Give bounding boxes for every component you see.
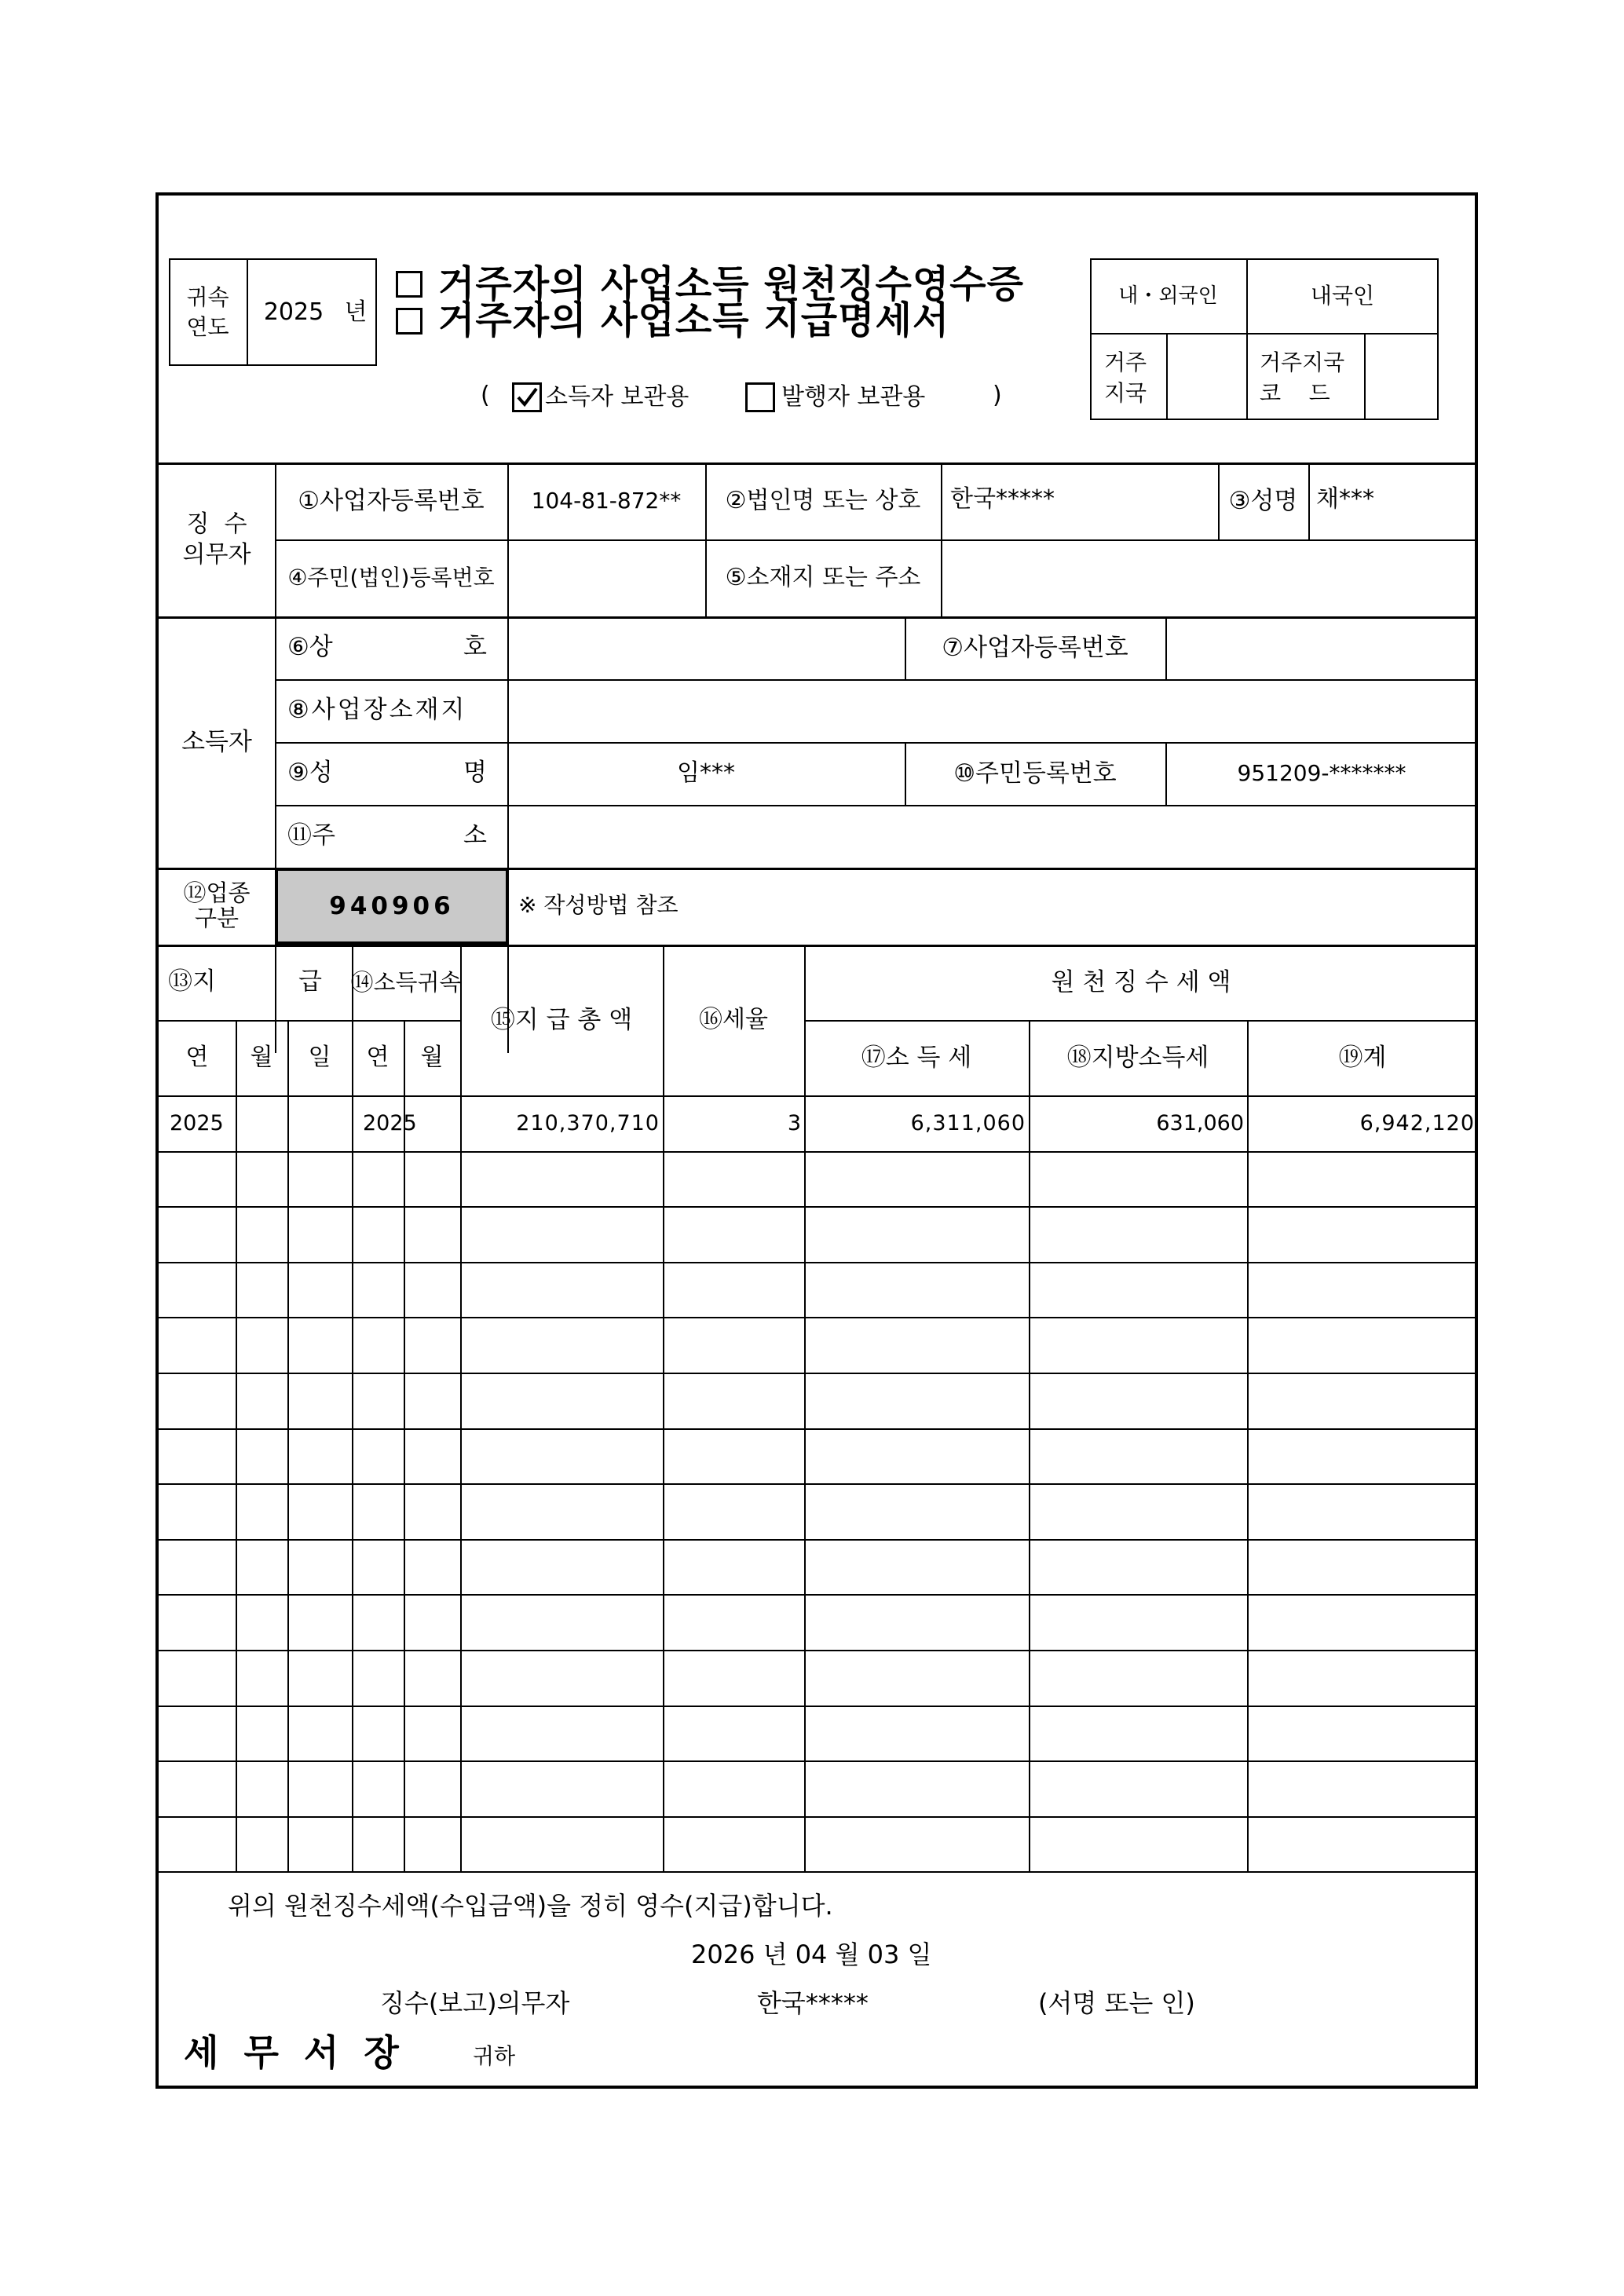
cell-pay-month bbox=[236, 1262, 287, 1318]
cell-rate bbox=[663, 1317, 804, 1373]
cell-total-paid bbox=[460, 1483, 663, 1539]
cell-rate bbox=[663, 1650, 804, 1706]
cell-inc-month bbox=[404, 1262, 460, 1318]
cell-income-tax bbox=[804, 1206, 1029, 1262]
cell-total-paid bbox=[460, 1317, 663, 1373]
cell-rate bbox=[663, 1539, 804, 1595]
cell-local-tax bbox=[1029, 1594, 1247, 1650]
cell-pay-year bbox=[159, 1650, 236, 1706]
footer-tax-office: 세 무 서 장 bbox=[184, 2031, 399, 2074]
earner-section-label: 소득자 bbox=[181, 727, 252, 756]
cell-pay-year bbox=[159, 1483, 236, 1539]
cell-inc-year bbox=[352, 1317, 404, 1373]
income-month-header: 월 bbox=[420, 1044, 444, 1071]
earner-name-label: ⑨성 bbox=[287, 759, 333, 787]
residence-country-value bbox=[1166, 333, 1246, 420]
business-type-note: ※ 작성방법 참조 bbox=[518, 892, 678, 918]
cell-inc-year bbox=[352, 1151, 404, 1207]
cell-pay-month bbox=[236, 1594, 287, 1650]
cell-pay-day bbox=[287, 1262, 352, 1318]
withholder-address-label: ⑤소재지 또는 주소 bbox=[725, 564, 921, 591]
cell-inc-month bbox=[404, 1539, 460, 1595]
cell-pay-month bbox=[236, 1706, 287, 1761]
cell-pay-year bbox=[159, 1760, 236, 1816]
local-tax-header: ⑱지방소득세 bbox=[1066, 1043, 1209, 1072]
footer-withholder-label: 징수(보고)의무자 bbox=[380, 1988, 570, 2018]
cell-total bbox=[1247, 1151, 1478, 1207]
cell-inc-month bbox=[404, 1428, 460, 1484]
cell-pay-month bbox=[236, 1373, 287, 1428]
cell-inc-month bbox=[404, 1483, 460, 1539]
earner-name-label-end: 명 bbox=[463, 759, 487, 787]
cell-income-tax bbox=[804, 1373, 1029, 1428]
earner-workplace-label: ⑧사업장소재지 bbox=[287, 696, 467, 724]
attribution-year-label: 귀속 연도 bbox=[186, 283, 229, 340]
total-paid-header: ⑮지 급 총 액 bbox=[490, 1005, 633, 1034]
nationality-value: 내국인 bbox=[1310, 282, 1375, 309]
cell-pay-day bbox=[287, 1317, 352, 1373]
cell-income-tax bbox=[804, 1650, 1029, 1706]
cell-total bbox=[1247, 1373, 1478, 1428]
cell-inc-month bbox=[404, 1650, 460, 1706]
cell-total-paid bbox=[460, 1760, 663, 1816]
cell-income-tax bbox=[804, 1317, 1029, 1373]
cell-pay-month bbox=[236, 1816, 287, 1872]
cell-pay-day bbox=[287, 1151, 352, 1207]
cell-pay-year bbox=[159, 1151, 236, 1207]
cell-local-tax bbox=[1029, 1706, 1247, 1761]
cell-rate bbox=[663, 1373, 804, 1428]
cell-income-tax bbox=[804, 1428, 1029, 1484]
cell-pay-day bbox=[287, 1760, 352, 1816]
cell-pay-month bbox=[236, 1095, 287, 1151]
cell-total-paid bbox=[460, 1706, 663, 1761]
copy-issuer-label: 발행자 보관용 bbox=[781, 383, 926, 411]
withholder-section-label: 징 수 의무자 bbox=[182, 510, 251, 569]
withholding-receipt-form bbox=[155, 192, 1478, 2089]
cell-total bbox=[1247, 1317, 1478, 1373]
footer-date: 2026 년 04 월 03 일 bbox=[691, 1940, 932, 1969]
withholder-biz-reg-no-label: ①사업자등록번호 bbox=[298, 486, 485, 515]
earner-address-label-end: 소 bbox=[463, 821, 487, 850]
cell-total-paid bbox=[460, 1650, 663, 1706]
cell-pay-day bbox=[287, 1206, 352, 1262]
residence-code-label: 거주지국 코 드 bbox=[1260, 349, 1345, 407]
cell-inc-month bbox=[404, 1151, 460, 1207]
pay-month-header: 월 bbox=[250, 1044, 273, 1071]
earner-resident-no-value: 951209-******* bbox=[1237, 760, 1406, 786]
cell-pay-month bbox=[236, 1151, 287, 1207]
earner-trade-name-label: ⑥상 bbox=[287, 633, 333, 661]
cell-rate bbox=[663, 1262, 804, 1318]
cell-local-tax bbox=[1029, 1760, 1247, 1816]
footer-signature-label: (서명 또는 인) bbox=[1038, 1988, 1195, 2018]
cell-pay-day bbox=[287, 1594, 352, 1650]
residence-country-label: 거주 지국 bbox=[1104, 349, 1147, 407]
year-unit: 년 bbox=[344, 298, 368, 326]
cell-local-tax bbox=[1029, 1539, 1247, 1595]
earner-resident-no-label: ⑩주민등록번호 bbox=[953, 759, 1117, 788]
form-title-statement: 거주자의 사업소득 지급명세서 bbox=[438, 298, 950, 342]
cell-income-tax bbox=[804, 1262, 1029, 1318]
cell-pay-day bbox=[287, 1650, 352, 1706]
cell-local-tax bbox=[1029, 1206, 1247, 1262]
footer-tax-office-suffix: 귀하 bbox=[473, 2043, 516, 2069]
cell-inc-year: 2025 bbox=[363, 1111, 417, 1135]
cell-pay-month bbox=[236, 1428, 287, 1484]
cell-inc-month bbox=[404, 1095, 460, 1151]
cell-pay-year bbox=[159, 1706, 236, 1761]
income-tax-header: ⑰소 득 세 bbox=[861, 1043, 972, 1072]
cell-rate bbox=[663, 1706, 804, 1761]
cell-pay-month bbox=[236, 1760, 287, 1816]
cell-total-paid bbox=[460, 1428, 663, 1484]
cell-local-tax: 631,060 bbox=[1156, 1111, 1244, 1135]
cell-total-paid bbox=[460, 1373, 663, 1428]
cell-rate bbox=[663, 1428, 804, 1484]
payment-header-label: ⑬지 bbox=[168, 967, 216, 996]
tax-rate-header: ⑯세율 bbox=[699, 1006, 768, 1033]
cell-income-tax bbox=[804, 1816, 1029, 1872]
total-tax-header: ⑲계 bbox=[1338, 1043, 1387, 1072]
copy-issuer-checkbox[interactable] bbox=[745, 382, 775, 412]
copy-recipient-checkbox[interactable] bbox=[512, 382, 542, 412]
cell-pay-day bbox=[287, 1539, 352, 1595]
cell-total-paid bbox=[460, 1262, 663, 1318]
cell-rate bbox=[663, 1483, 804, 1539]
cell-local-tax bbox=[1029, 1428, 1247, 1484]
cell-local-tax bbox=[1029, 1483, 1247, 1539]
cell-pay-day bbox=[287, 1373, 352, 1428]
cell-inc-year bbox=[352, 1706, 404, 1761]
cell-pay-month bbox=[236, 1317, 287, 1373]
cell-inc-month bbox=[404, 1706, 460, 1761]
earner-biz-reg-no-value bbox=[1165, 616, 1478, 679]
income-period-header: ⑭소득귀속 bbox=[350, 968, 462, 996]
cell-inc-year bbox=[352, 1483, 404, 1539]
cell-pay-month bbox=[236, 1539, 287, 1595]
withholder-resident-no-value bbox=[507, 539, 705, 616]
copy-paren-open: ( bbox=[481, 382, 490, 409]
cell-total bbox=[1247, 1262, 1478, 1318]
footer-statement: 위의 원천징수세액(수입금액)을 정히 영수(지급)합니다. bbox=[228, 1891, 833, 1921]
cell-pay-month bbox=[236, 1483, 287, 1539]
cell-rate bbox=[663, 1206, 804, 1262]
attribution-year-value: 2025 bbox=[263, 298, 324, 326]
cell-inc-year bbox=[352, 1539, 404, 1595]
pay-day-header: 일 bbox=[308, 1044, 331, 1071]
cell-inc-year bbox=[352, 1650, 404, 1706]
cell-income-tax: 6,311,060 bbox=[910, 1111, 1026, 1135]
cell-total bbox=[1247, 1706, 1478, 1761]
cell-total bbox=[1247, 1650, 1478, 1706]
cell-total-paid bbox=[460, 1151, 663, 1207]
cell-rate bbox=[663, 1594, 804, 1650]
cell-pay-year bbox=[159, 1539, 236, 1595]
cell-income-tax bbox=[804, 1760, 1029, 1816]
cell-income-tax bbox=[804, 1151, 1029, 1207]
cell-local-tax bbox=[1029, 1650, 1247, 1706]
cell-pay-year bbox=[159, 1317, 236, 1373]
withholding-tax-header: 원 천 징 수 세 액 bbox=[1051, 967, 1231, 996]
cell-pay-month bbox=[236, 1650, 287, 1706]
copy-recipient-label: 소득자 보관용 bbox=[545, 383, 689, 411]
cell-local-tax bbox=[1029, 1151, 1247, 1207]
cell-inc-month bbox=[404, 1206, 460, 1262]
cell-inc-year bbox=[352, 1760, 404, 1816]
cell-pay-month bbox=[236, 1206, 287, 1262]
cell-inc-year bbox=[352, 1206, 404, 1262]
withholder-name-label: ③성명 bbox=[1228, 486, 1298, 515]
cell-local-tax bbox=[1029, 1373, 1247, 1428]
check-icon bbox=[514, 385, 540, 410]
earner-trade-name-label-end: 호 bbox=[463, 633, 487, 661]
cell-total-paid: 210,370,710 bbox=[516, 1111, 660, 1135]
earner-address-label: ⑪주 bbox=[287, 821, 335, 850]
copy-paren-close: ) bbox=[993, 382, 1002, 409]
cell-local-tax bbox=[1029, 1317, 1247, 1373]
cell-income-tax bbox=[804, 1706, 1029, 1761]
cell-inc-month bbox=[404, 1760, 460, 1816]
cell-total: 6,942,120 bbox=[1359, 1111, 1475, 1135]
cell-total-paid bbox=[460, 1594, 663, 1650]
cell-inc-year bbox=[352, 1816, 404, 1872]
form-title-receipt: 거주자의 사업소득 원천징수영수증 bbox=[438, 262, 1024, 306]
cell-total bbox=[1247, 1816, 1478, 1872]
footer-withholder-name: 한국***** bbox=[757, 1988, 869, 2018]
cell-local-tax bbox=[1029, 1262, 1247, 1318]
cell-total bbox=[1247, 1428, 1478, 1484]
pay-year-header: 연 bbox=[185, 1044, 209, 1071]
cell-rate: 3 bbox=[787, 1111, 801, 1135]
cell-pay-day bbox=[287, 1483, 352, 1539]
payment-header-label-end: 급 bbox=[298, 967, 322, 996]
cell-inc-year bbox=[352, 1428, 404, 1484]
cell-pay-day bbox=[287, 1428, 352, 1484]
cell-total-paid bbox=[460, 1816, 663, 1872]
business-type-label: ⑫업종 구분 bbox=[183, 879, 251, 931]
cell-inc-month bbox=[404, 1373, 460, 1428]
business-type-code: 940906 bbox=[275, 868, 509, 945]
income-year-header: 연 bbox=[366, 1044, 390, 1071]
cell-rate bbox=[663, 1151, 804, 1207]
earner-name-value: 임*** bbox=[677, 759, 735, 787]
cell-income-tax bbox=[804, 1594, 1029, 1650]
title-checkbox-receipt[interactable] bbox=[396, 271, 422, 298]
cell-total-paid bbox=[460, 1206, 663, 1262]
cell-pay-year bbox=[159, 1262, 236, 1318]
cell-rate bbox=[663, 1760, 804, 1816]
cell-pay-day bbox=[287, 1095, 352, 1151]
cell-total-paid bbox=[460, 1539, 663, 1595]
cell-pay-year bbox=[159, 1816, 236, 1872]
cell-pay-year bbox=[159, 1428, 236, 1484]
cell-total bbox=[1247, 1760, 1478, 1816]
withholder-name-value: 채*** bbox=[1316, 485, 1374, 513]
withholder-biz-reg-no-value: 104-81-872** bbox=[531, 488, 682, 514]
cell-inc-month bbox=[404, 1594, 460, 1650]
cell-inc-month bbox=[404, 1317, 460, 1373]
withholder-resident-no-label: ④주민(법인)등록번호 bbox=[287, 565, 495, 590]
withholder-corp-name-label: ②법인명 또는 상호 bbox=[725, 487, 921, 514]
earner-biz-reg-no-label: ⑦사업자등록번호 bbox=[942, 633, 1128, 662]
withholder-corp-name-value: 한국***** bbox=[950, 485, 1055, 513]
cell-inc-month bbox=[404, 1816, 460, 1872]
cell-inc-year bbox=[352, 1262, 404, 1318]
residence-code-value bbox=[1364, 333, 1439, 420]
earner-trade-name-value bbox=[507, 616, 905, 679]
cell-pay-year: 2025 bbox=[170, 1111, 224, 1135]
cell-pay-day bbox=[287, 1706, 352, 1761]
cell-income-tax bbox=[804, 1539, 1029, 1595]
title-checkbox-statement[interactable] bbox=[396, 308, 422, 335]
cell-rate bbox=[663, 1816, 804, 1872]
nationality-label: 내・외국인 bbox=[1118, 283, 1218, 308]
cell-pay-year bbox=[159, 1594, 236, 1650]
cell-income-tax bbox=[804, 1483, 1029, 1539]
cell-pay-year bbox=[159, 1206, 236, 1262]
cell-pay-year bbox=[159, 1373, 236, 1428]
cell-pay-day bbox=[287, 1816, 352, 1872]
cell-local-tax bbox=[1029, 1816, 1247, 1872]
cell-total bbox=[1247, 1594, 1478, 1650]
cell-total bbox=[1247, 1539, 1478, 1595]
cell-total bbox=[1247, 1483, 1478, 1539]
cell-total bbox=[1247, 1206, 1478, 1262]
cell-inc-year bbox=[352, 1594, 404, 1650]
cell-inc-year bbox=[352, 1373, 404, 1428]
